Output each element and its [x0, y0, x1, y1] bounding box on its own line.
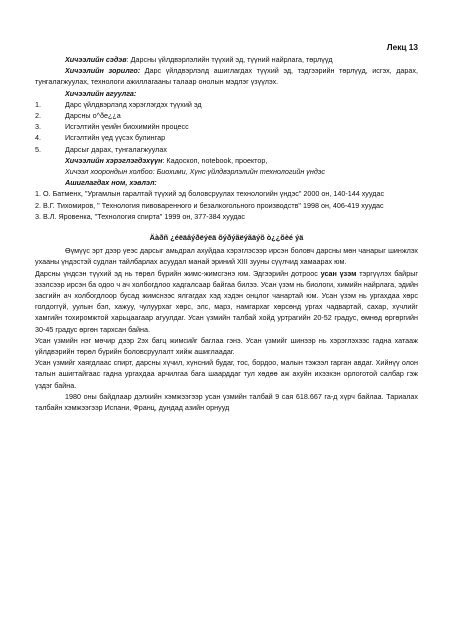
body-paragraph: Усан үзмийг хаягдлаас спирт, дарсны хүчил, хүнсний будаг, тос, бордоо, малын тэжээл гарган авдаг. Хийнүү олон талын ашигтайгаас гадна ургахдаа арчилгаа бага шаарддаг тул хөдөө аж ахуйн ихээхэн орлоготой салбар гэж үздэг байна. — [35, 358, 418, 390]
lecture-number: Лекц 13 — [386, 42, 418, 52]
plan-heading: Хичээлийн агуулга: — [65, 88, 137, 98]
topic-label: Хичээлийн сэдэв — [65, 55, 127, 64]
list-item — [35, 99, 418, 110]
tools-label: Хичээлийн хэрэглэгдэхүүн — [65, 155, 163, 165]
body-paragraph: Өүмүүс эрт дээр үеэс дарсыг амьдрал ахуйдаа хэрэглэсээр ирсэн боловч дарсны мөн чанарыг шинжлэх ухааны үндэстэй судлан тайлбарлах асуудал манай эриний XIII зууны сүүлчид хамаарах юм. — [35, 246, 418, 267]
reference-item: 3. В.Л. Яровенка, "Технология спирта" 1999 он, 377-384 хуудас — [35, 211, 245, 221]
tools-line — [35, 155, 418, 166]
body-text: тэргүүлэх байрыг эзэлсээр ирсэн ба одоо ч ач холбогдлоо хадгалсаар байгаа билээ. Усан үзэм нь биологи, химийн найрлага, эдийн засгийн ач холбогдлоор бусад жимснээс ялгагдах хэд хэдэн онцлог чанартай юм. Усан үзэм нь ургахдаа хөрс голдоггүй, уулын бэл, хажуу, чулуурхаг хөрс, элс, марз, намгархаг хөрсөнд ургах чадвартай, сахар, хүчлийг хамгийн тохиромжтой харьцаагаар агуулдаг. Усан үзмийн талбай хойд уртрагийн 20-52 градус, өмнөд өргөргийн 30-45 градус өргөн тархсан байна. — [35, 268, 418, 334]
links-line: Хичээл хоорондын холбоо: Биохими, Хүнс үйлдвэрлэлийн технологийн үндэс — [65, 167, 325, 177]
topic-text: : Дарсны үйлдвэрлэлийн түүхий эд, түүний найрлага, төрлүүд — [126, 55, 333, 64]
body-text: Дарсны үндсэн түүхий эд нь төрөл бүрийн жимс-жимсгэнэ юм. Эдгээрийн дотроос — [35, 268, 321, 278]
goal-paragraph — [35, 65, 418, 87]
list-text: Исгэлтийн үеийн биохимийн процесс — [65, 122, 189, 132]
plan-list — [35, 99, 418, 155]
reference-item: 2. В.Г. Тихомиров, " Технология пивоваренного и безалкогольного производств" 1998 он, 406-419 хуудас — [35, 200, 384, 210]
list-item — [35, 121, 418, 132]
list-text: Дарсны о^ðе¿¿а — [65, 111, 121, 121]
body-paragraph — [35, 268, 418, 335]
document-body — [35, 54, 418, 413]
list-number: 4. — [35, 133, 41, 143]
list-number: 1. — [35, 99, 41, 109]
list-text: Исгэлтийн үед үүсэх булингар — [65, 133, 166, 143]
references-heading: Ашиглагдах ном, хэвлэл: — [65, 178, 157, 188]
list-text: Дарс үйлдвэрлэлд хэрэглэгдэх түүхий эд — [65, 99, 202, 109]
list-text: Дарсыг дарах, тунгалагжуулах — [65, 144, 167, 154]
section-title: Äàðñ ¿éëäâýðëýëä õýðýãëýãäýõ ò¿¿õèé ýä — [149, 233, 304, 243]
topic-line — [35, 54, 418, 65]
list-number: 2. — [35, 111, 41, 121]
list-item — [35, 132, 418, 143]
tools-text: : Кадоскоп, notebook, проектор, — [162, 155, 268, 165]
goal-text: Дарс үйлдвэрлэлд ашиглагдах түүхий эд, тэдгээрийн төрлүүд, исгэх, дарах, тунгалагжуулах, технологи ажиллагааны талаар онолын мэдлэг үзүүлэх. — [35, 66, 418, 87]
emphasis-text: усан үзэм — [320, 268, 357, 278]
list-number: 5. — [35, 144, 41, 154]
list-item — [35, 110, 418, 121]
list-number: 3. — [35, 122, 41, 132]
list-item — [35, 144, 418, 155]
body-paragraph: 1980 оны байдлаар дэлхийн хэмжээгээр усан үзмийн талбай 9 сая 618.667 га-д хүрч байлаа. Тариалах талбайн хэмжээгээр Испани, Франц, дундад азийн орнууд — [35, 391, 418, 413]
reference-item: 1. О. Батменх, "Ургамлын гаралтай түүхий эд боловсруулах технологийн үндэс" 2000 он, 140-144 хуудас — [35, 189, 385, 199]
goal-label: Хичээлийн зорилго: — [65, 66, 141, 76]
body-paragraph: Усан үзмийн нэг мөчир дээр 2эх багц жимсийг баглаа гэнэ. Усан үзмийг шинээр нь хэрэглэхээс гадна хатааж үйлдвэрийн төрөл бүрийн боловсруулалт хийж ашиглаадаг. — [35, 335, 418, 357]
